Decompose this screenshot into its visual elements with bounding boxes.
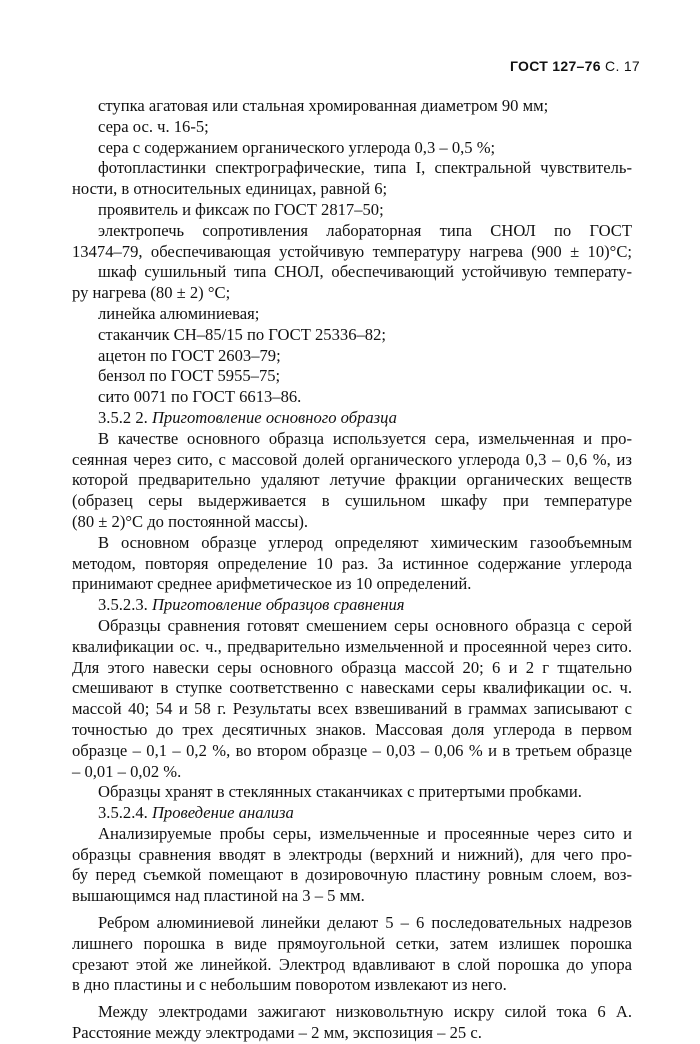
text-line-content: линейка алюминиевая; bbox=[98, 303, 260, 323]
section-heading: Приготовление образцов сравнения bbox=[151, 595, 405, 615]
text-line bbox=[72, 762, 632, 783]
text-line-content: срезают этой же линейкой. Электрод вдавливают в слой порошка до упора bbox=[72, 954, 632, 974]
page-number: С. 17 bbox=[605, 58, 640, 74]
text-line bbox=[72, 845, 632, 866]
section-heading: Приготовление основного образца bbox=[151, 407, 397, 427]
text-line-content: образцы сравнения вводят в электроды (верхний и нижний), для чего про- bbox=[72, 844, 632, 864]
text-line bbox=[72, 865, 632, 886]
text-line bbox=[72, 221, 632, 242]
text-line bbox=[72, 658, 632, 679]
text-line bbox=[72, 678, 632, 699]
text-line-content: ступка агатовая или стальная хромированная диаметром 90 мм; bbox=[98, 96, 549, 115]
text-line bbox=[72, 283, 632, 304]
text-line bbox=[72, 158, 632, 179]
text-line-content: принимают среднее арифметическое из 10 определений. bbox=[72, 574, 472, 594]
text-line bbox=[72, 803, 632, 824]
text-line bbox=[72, 117, 632, 138]
text-line-content: – 0,01 – 0,02 %. bbox=[72, 761, 182, 781]
text-line bbox=[72, 429, 632, 450]
text-line bbox=[72, 616, 632, 637]
page-header bbox=[510, 58, 640, 74]
text-line-content: вышающимся над пластиной на 3 – 5 мм. bbox=[72, 886, 365, 906]
text-line-content: проявитель и фиксаж по ГОСТ 2817–50; bbox=[98, 199, 384, 219]
text-line bbox=[72, 934, 632, 955]
text-line-content: 13474–79, обеспечивающая устойчивую температуру нагрева (900 ± 10)°С; bbox=[72, 241, 632, 261]
text-line-content: сера ос. ч. 16-5; bbox=[98, 116, 209, 136]
text-line-content: методом, повторяя определение 10 раз. За истинное содержание углерода bbox=[72, 553, 632, 573]
text-line bbox=[72, 720, 632, 741]
text-line bbox=[72, 470, 632, 491]
text-line bbox=[72, 387, 632, 408]
section-heading: Проведение анализа bbox=[151, 803, 294, 823]
text-line-content: 3.5.2.4. bbox=[98, 803, 152, 823]
text-line-content: Расстояние между электродами – 2 мм, экспозиция – 25 с. bbox=[72, 1023, 482, 1043]
text-line bbox=[72, 574, 632, 595]
text-line-content: ности, в относительных единицах, равной 6; bbox=[72, 179, 388, 199]
document-number: ГОСТ 127–76 bbox=[509, 58, 601, 74]
text-line-content: бу перед съемкой помещают в дозировочную пластину ровным слоем, воз- bbox=[72, 865, 632, 885]
text-line-content: (образец серы выдерживается в сушильном шкафу при температуре bbox=[72, 491, 632, 511]
text-line-content: массой 40; 54 и 58 г. Результаты всех взвешиваний в граммах записывают с bbox=[72, 699, 632, 719]
text-line-content: Анализируемые пробы серы, измельченные и просеянные через сито и bbox=[98, 823, 632, 843]
text-line bbox=[72, 699, 632, 720]
text-line bbox=[72, 824, 632, 845]
text-line-content: 3.5.2.3. bbox=[98, 595, 152, 615]
text-line-content: Ребром алюминиевой линейки делают 5 – 6 последовательных надрезов bbox=[98, 913, 632, 933]
text-line bbox=[72, 491, 632, 512]
text-line bbox=[72, 533, 632, 554]
text-line bbox=[72, 408, 632, 429]
text-line-content: (80 ± 2)°С до постоянной массы). bbox=[72, 511, 309, 531]
text-line-content: точностью до трех десятичных знаков. Массовая доля углерода в первом bbox=[72, 719, 632, 739]
text-line bbox=[72, 96, 632, 117]
text-line bbox=[72, 1002, 632, 1023]
text-line bbox=[72, 200, 632, 221]
text-line-content: сеянная через сито, с массовой долей органического углерода 0,3 – 0,6 %, из bbox=[72, 449, 632, 469]
text-line-content: В качестве основного образца используется сера, измельченная и про- bbox=[98, 428, 632, 448]
text-line-content: образце – 0,1 – 0,2 %, во втором образце – 0,03 – 0,06 % и в третьем образце bbox=[72, 740, 632, 760]
text-line bbox=[72, 138, 632, 159]
text-line bbox=[72, 242, 632, 263]
text-line-content: смешивают в ступке соответственно с навесками серы квалификации ос. ч. bbox=[72, 678, 632, 698]
text-line bbox=[72, 304, 632, 325]
text-line-content: сито 0071 по ГОСТ 6613–86. bbox=[98, 387, 302, 407]
text-line bbox=[72, 782, 632, 803]
text-line bbox=[72, 554, 632, 575]
text-line-content: Образцы хранят в стеклянных стаканчиках с притертыми пробками. bbox=[98, 782, 582, 802]
text-line bbox=[72, 886, 632, 907]
text-line bbox=[72, 741, 632, 762]
document-body bbox=[72, 96, 632, 1044]
text-line-content: лишнего порошка в виде прямоугольной сетки, затем излишек порошка bbox=[72, 933, 632, 953]
text-line-content: в дно пластины и с небольшим поворотом извлекают из него. bbox=[72, 975, 507, 995]
text-line-content: В основном образце углерод определяют химическим газообъемным bbox=[98, 532, 632, 552]
text-line bbox=[72, 366, 632, 387]
text-line-content: ру нагрева (80 ± 2) °С; bbox=[72, 283, 231, 303]
text-line bbox=[72, 975, 632, 996]
text-line bbox=[72, 913, 632, 934]
text-line-content: Между электродами зажигают низковольтную искру силой тока 6 А. bbox=[98, 1002, 632, 1022]
text-line-content: фотопластинки спектрографические, типа I, спектральной чувствитель- bbox=[98, 158, 632, 178]
text-line-content: Образцы сравнения готовят смешением серы основного образца с серой bbox=[98, 615, 632, 635]
text-line bbox=[72, 325, 632, 346]
text-line-content: шкаф сушильный типа СНОЛ, обеспечивающий устойчивую температу- bbox=[98, 262, 632, 282]
text-line bbox=[72, 450, 632, 471]
text-line bbox=[72, 262, 632, 283]
text-line bbox=[72, 637, 632, 658]
text-line-content: ацетон по ГОСТ 2603–79; bbox=[98, 345, 281, 365]
text-line bbox=[72, 595, 632, 616]
text-line-content: сера с содержанием органического углерода 0,3 – 0,5 %; bbox=[98, 137, 496, 157]
text-line-content: квалификации ос. ч., предварительно измельченной и просеянной через сито. bbox=[72, 636, 632, 656]
text-line-content: бензол по ГОСТ 5955–75; bbox=[98, 366, 281, 386]
text-line-content: стаканчик СН–85/15 по ГОСТ 25336–82; bbox=[98, 324, 387, 344]
text-line bbox=[72, 512, 632, 533]
text-line-content: которой предварительно удаляют летучие фракции органических веществ bbox=[72, 470, 632, 490]
text-line bbox=[72, 955, 632, 976]
text-line bbox=[72, 1023, 632, 1044]
text-line bbox=[72, 179, 632, 200]
text-line bbox=[72, 346, 632, 367]
text-line-content: Для этого навески серы основного образца массой 20; 6 и 2 г тщательно bbox=[72, 657, 632, 677]
text-line-content: электропечь сопротивления лабораторная типа СНОЛ по ГОСТ bbox=[98, 220, 632, 240]
text-line-content: 3.5.2 2. bbox=[98, 407, 152, 427]
